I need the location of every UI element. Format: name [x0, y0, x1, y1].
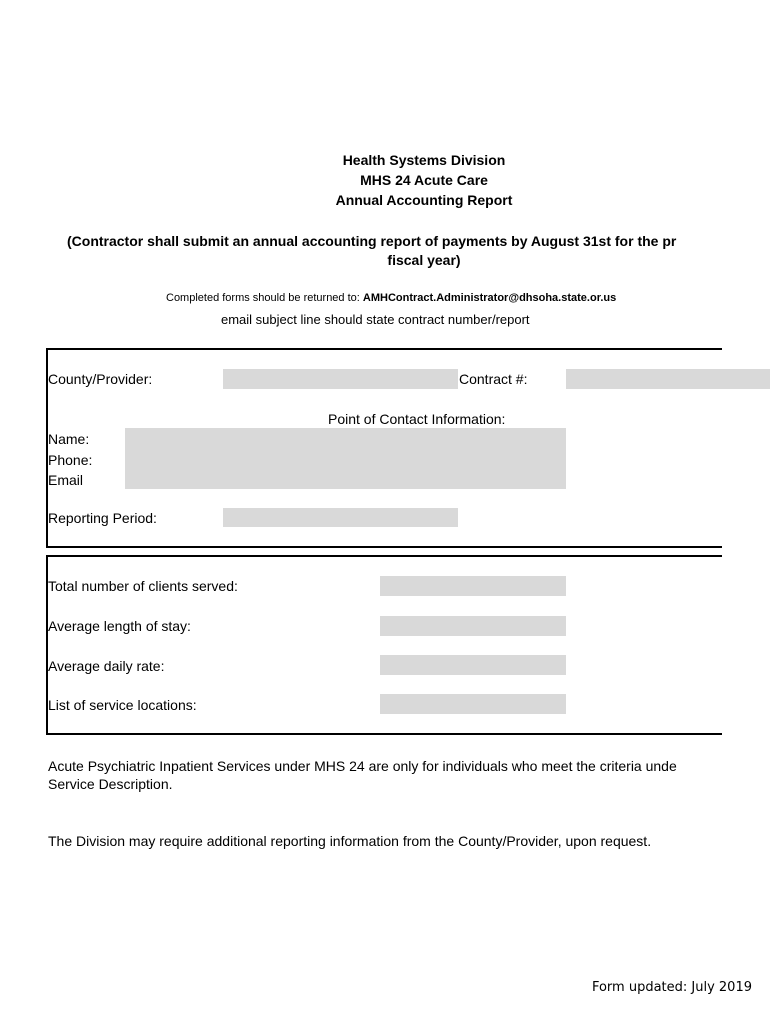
- service-locations-label: List of service locations:: [48, 697, 197, 713]
- county-provider-field[interactable]: [223, 369, 458, 389]
- stats-box-top-border: [46, 555, 722, 557]
- additional-info-note: The Division may require additional reporting information from the County/Provider, upon request.: [48, 833, 652, 849]
- reporting-period-field[interactable]: [223, 508, 458, 527]
- criteria-note-line-1: Acute Psychiatric Inpatient Services under MHS 24 are only for individuals who meet the criteria unde: [48, 758, 677, 774]
- service-locations-field[interactable]: [380, 694, 566, 714]
- criteria-note-line-2: Service Description.: [48, 776, 173, 792]
- phone-label: Phone:: [48, 452, 93, 468]
- form-updated-date: Form updated: July 2019: [591, 980, 752, 995]
- subject-line-note: email subject line should state contract number/report: [221, 312, 530, 327]
- return-email: AMHContract.Administrator@dhsoha.state.or.us: [362, 292, 617, 304]
- return-instructions: [166, 292, 616, 304]
- instruction-line-1: (Contractor shall submit an annual accounting report of payments by August 31st for the pr: [67, 233, 677, 249]
- contact-box-bottom-border: [46, 546, 722, 548]
- reporting-period-label: Reporting Period:: [48, 510, 157, 526]
- instruction-line-2: fiscal year): [387, 252, 461, 268]
- clients-served-label: Total number of clients served:: [48, 578, 238, 594]
- contract-number-label: Contract #:: [459, 371, 528, 387]
- daily-rate-field[interactable]: [380, 655, 566, 675]
- daily-rate-label: Average daily rate:: [48, 658, 165, 674]
- email-label: Email: [48, 472, 84, 488]
- point-of-contact-heading: Point of Contact Information:: [328, 411, 506, 427]
- return-prefix: Completed forms should be returned to:: [166, 292, 363, 304]
- name-label: Name:: [48, 431, 90, 447]
- length-of-stay-field[interactable]: [380, 616, 566, 636]
- clients-served-field[interactable]: [380, 576, 566, 596]
- contact-box-top-border: [46, 348, 722, 350]
- report-title: Annual Accounting Report: [335, 192, 513, 208]
- point-of-contact-field[interactable]: [125, 428, 566, 489]
- county-provider-label: County/Provider:: [48, 371, 153, 387]
- program-title: MHS 24 Acute Care: [360, 172, 488, 188]
- length-of-stay-label: Average length of stay:: [48, 618, 191, 634]
- stats-box-bottom-border: [46, 733, 722, 735]
- contract-number-field[interactable]: [566, 369, 770, 389]
- division-title: Health Systems Division: [342, 152, 506, 168]
